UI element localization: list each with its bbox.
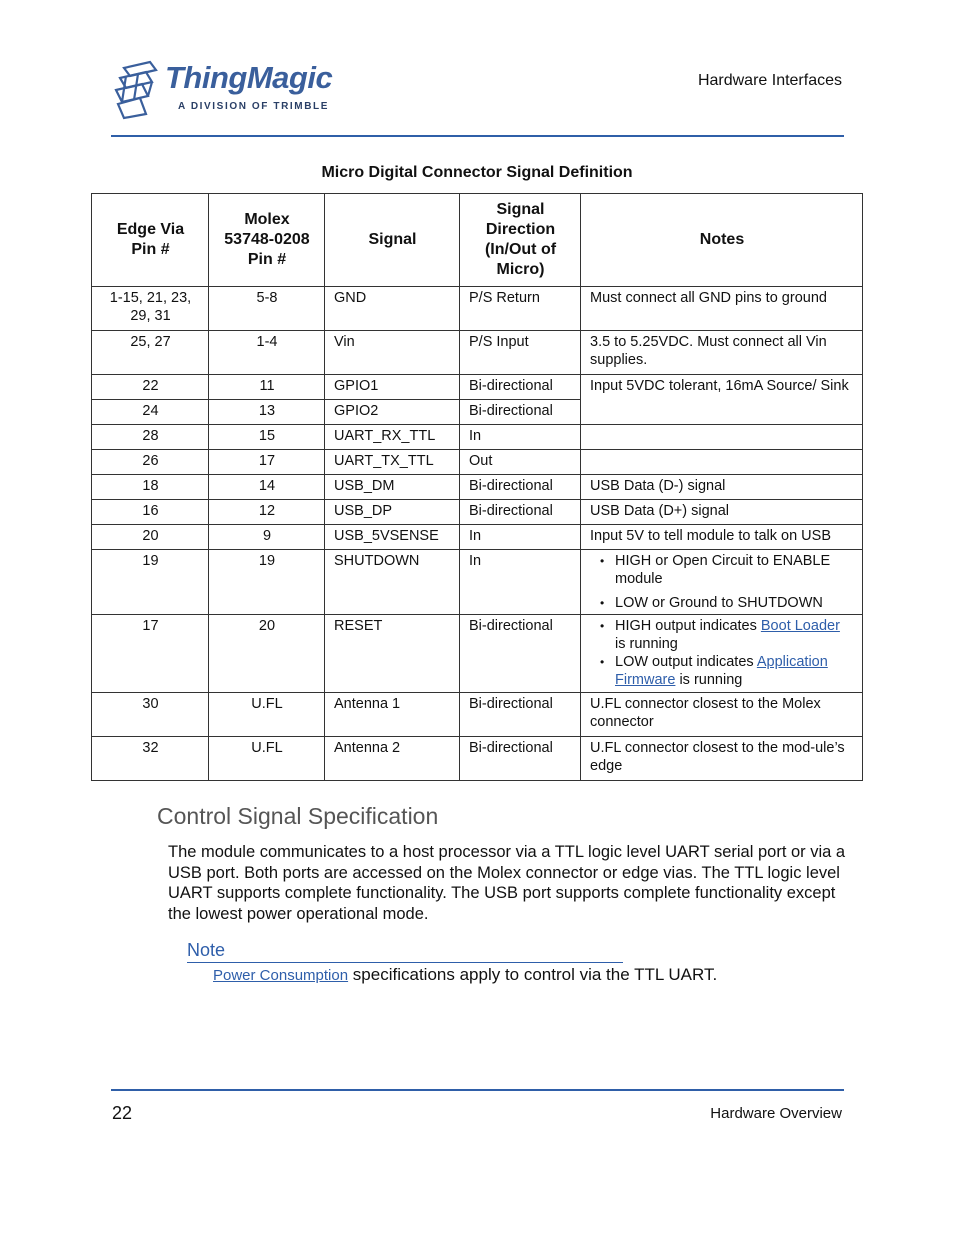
table-cell: 26 [92,450,209,475]
table-row [92,375,863,400]
boot-loader-link[interactable]: Boot Loader [760,618,840,634]
table-cell: USB_DP [325,500,460,525]
table-cell: UART_RX_TTL [325,425,460,450]
table-cell: Bi-directional [460,737,581,781]
table-title: Micro Digital Connector Signal Definition [321,164,633,181]
table-row [92,737,863,781]
table-row [92,331,863,375]
table-cell: UART_TX_TTL [325,450,460,475]
table-row [92,450,863,475]
table-cell: In [460,525,581,550]
table-cell: 17 [92,615,209,693]
table-cell [581,425,863,450]
table-cell: U.FL [209,693,325,737]
table-row [92,500,863,525]
table-cell: 12 [209,500,325,525]
table-cell: U.FL connector closest to the Molex connector [581,693,863,737]
table-cell: 13 [209,400,325,425]
power-consumption-link[interactable]: Power Consumption [213,967,349,984]
signal-definition-table [91,193,863,781]
shutdown-notes-list [590,552,854,612]
table-header-row [92,194,863,287]
note-body: Power Consumption specifications apply to control via the TTL UART. [213,965,718,984]
page-number: 22 [112,1103,133,1123]
table-cell: In [460,550,581,615]
table-cell: Antenna 1 [325,693,460,737]
table-cell: 32 [92,737,209,781]
table-cell: 19 [209,550,325,615]
table-cell: Bi-directional [460,500,581,525]
application-firmware-link[interactable]: Application Firmware [615,654,828,688]
table-cell: P/S Return [460,287,581,331]
table-row [92,550,863,615]
header-signal: Signal [325,194,460,287]
table-cell: 11 [209,375,325,400]
table-cell: 19 [92,550,209,615]
table-cell: USB Data (D-) signal [581,475,863,500]
table-cell: Bi-directional [460,375,581,400]
running-footer: Hardware Overview [710,1105,842,1122]
table-cell: 24 [92,400,209,425]
table-row [92,615,863,693]
table-cell: 5-8 [209,287,325,331]
footer-rule [111,1089,844,1091]
table-row [92,693,863,737]
table-row [92,287,863,331]
table-cell: 1-15, 21, 23, 29, 31 [92,287,209,331]
table-cell: SHUTDOWN [325,550,460,615]
logo-tagline: A DIVISION OF TRIMBLE [178,101,330,112]
table-cell: In [460,425,581,450]
table-cell: P/S Input [460,331,581,375]
table-cell: 15 [209,425,325,450]
table-cell: Must connect all GND pins to ground [581,287,863,331]
table-cell: 22 [92,375,209,400]
header-notes: Notes [581,194,863,287]
table-cell: Bi-directional [460,400,581,425]
table-cell: Bi-directional [460,475,581,500]
header-direction: Signal Direction (In/Out of Micro) [460,194,581,287]
table-cell [581,615,863,693]
list-item: • HIGH or Open Circuit to ENABLE module [590,552,854,588]
table-cell: 20 [209,615,325,693]
header-rule [111,135,844,137]
table-row [92,475,863,500]
table-cell: 17 [209,450,325,475]
running-header: Hardware Interfaces [697,72,842,89]
table-cell: 9 [209,525,325,550]
table-cell: 20 [92,525,209,550]
header-molex: Molex 53748-0208 Pin # [209,194,325,287]
table-cell [581,450,863,475]
table-cell: 18 [92,475,209,500]
table-cell: 3.5 to 5.25VDC. Must connect all Vin supplies. [581,331,863,375]
table-cell: 28 [92,425,209,450]
note-label: Note [187,940,226,960]
table-cell: Bi-directional [460,693,581,737]
table-cell [581,550,863,615]
table-cell: 14 [209,475,325,500]
header-edge-via: Edge Via Pin # [92,194,209,287]
table-cell: 1-4 [209,331,325,375]
table-cell: Input 5V to tell module to talk on USB [581,525,863,550]
body-paragraph: The module communicates to a host processor via a TTL logic level UART serial port or via a USB port. Both ports are accessed on the Molex connector or edge vias. The TTL logic level UART supports complete functionality. The USB port supports complete functionality except the lowest power operational mode. [168,843,846,923]
list-item: • LOW or Ground to SHUTDOWN [590,594,854,612]
note-rule [187,962,623,963]
table-cell: GPIO2 [325,400,460,425]
table-row [92,425,863,450]
table-cell: USB_5VSENSE [325,525,460,550]
section-heading: Control Signal Specification [157,803,439,829]
reset-notes-list [590,617,854,689]
logo-wordmark: ThingMagic [165,60,333,95]
list-item-continuation: • LOW output indicates Application Firmware is running [590,653,854,689]
table-cell: Vin [325,331,460,375]
table-cell: Input 5VDC tolerant, 16mA Source/ Sink [581,375,863,425]
list-item: • HIGH output indicates Boot Loader is running [590,617,854,653]
table-cell: 16 [92,500,209,525]
table-cell: GND [325,287,460,331]
table-cell: 30 [92,693,209,737]
table-row [92,525,863,550]
table-cell: Antenna 2 [325,737,460,781]
table-cell: 25, 27 [92,331,209,375]
table-cell: U.FL connector closest to the mod-ule’s edge [581,737,863,781]
table-cell: RESET [325,615,460,693]
table-cell: Bi-directional [460,615,581,693]
table-cell: USB_DM [325,475,460,500]
table-cell: USB Data (D+) signal [581,500,863,525]
table-cell: Out [460,450,581,475]
table-cell: U.FL [209,737,325,781]
table-cell: GPIO1 [325,375,460,400]
